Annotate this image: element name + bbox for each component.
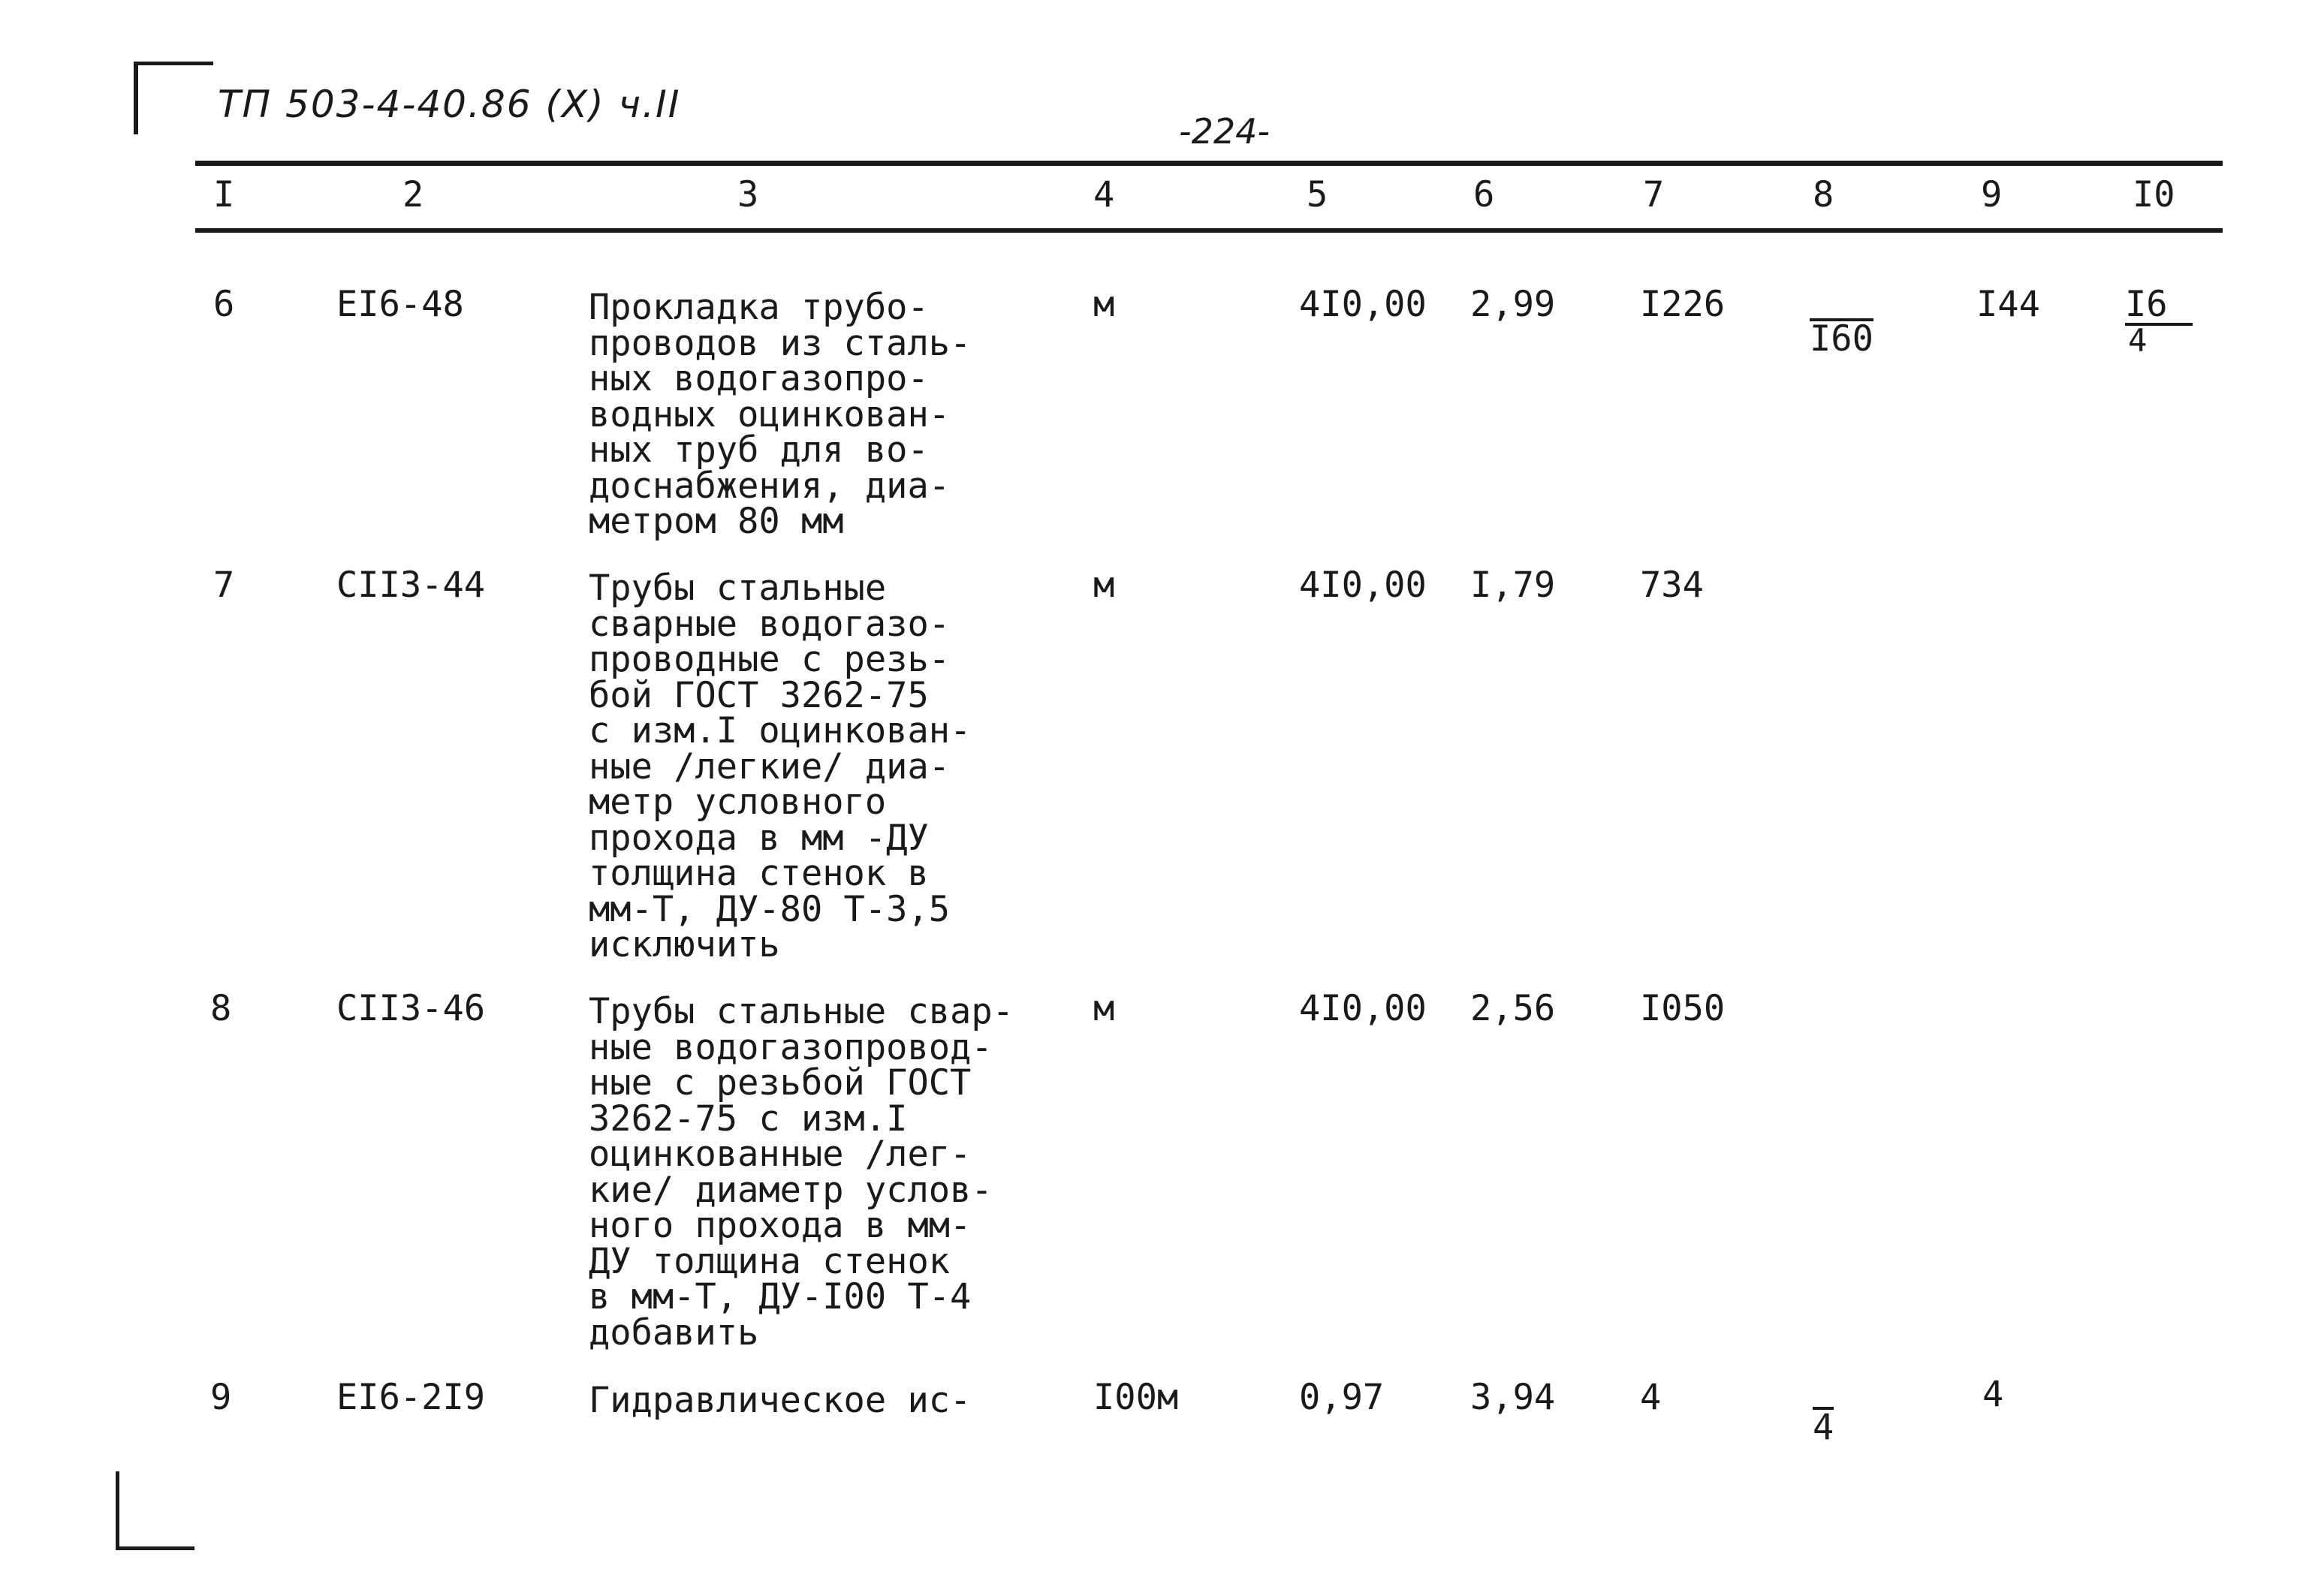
row-quantity: 4I0,00 <box>1299 284 1427 325</box>
column-header-3: 3 <box>737 174 759 215</box>
column-header-6: 6 <box>1473 174 1495 215</box>
row-number: 6 <box>213 284 235 325</box>
row-quantity: 4I0,00 <box>1299 565 1427 606</box>
row-col7: 4 <box>1640 1377 1662 1418</box>
column-header-7: 7 <box>1643 174 1665 215</box>
row-col6: I,79 <box>1470 565 1556 606</box>
row-number: 8 <box>210 988 232 1029</box>
page-number: -224- <box>1179 111 1270 152</box>
row-col8: 4 <box>1813 1407 1834 1448</box>
row-code: EI6-2I9 <box>336 1377 486 1418</box>
row-description: Трубы стальные свар- ные водогазопровод- ные с резьбой ГОСТ 3262-75 с изм.I оцинкованные /лег- кие/ диаметр услов- ного прохода в мм- ДУ толщина стенок в мм-Т, ДУ-I00 Т-4 добавить <box>589 991 1014 1354</box>
row-unit: м <box>1093 565 1115 606</box>
column-header-9: 9 <box>1981 174 2003 215</box>
row-code: CII3-44 <box>336 565 486 606</box>
document-code: ТП 503-4-40.86 (X) ч.II <box>218 83 681 126</box>
table-header-rule <box>195 228 2223 233</box>
row-unit: I00м <box>1093 1377 1179 1418</box>
column-header-10: I0 <box>2133 174 2175 215</box>
row-col7: 734 <box>1640 565 1704 606</box>
row-quantity: 0,97 <box>1299 1377 1385 1418</box>
row-col9: I44 <box>1976 284 2040 325</box>
corner-mark-top-left <box>134 62 213 134</box>
table-top-rule <box>195 161 2223 166</box>
row-unit: м <box>1093 284 1115 325</box>
column-header-4: 4 <box>1093 174 1115 215</box>
row-col7: I226 <box>1640 284 1726 325</box>
row-number: 7 <box>213 565 235 606</box>
row-col6: 3,94 <box>1470 1377 1556 1418</box>
row-description: Гидравлическое ис- <box>589 1380 972 1421</box>
row-col9: 4 <box>1982 1374 2004 1415</box>
column-header-1: I <box>213 174 235 215</box>
row-col10-numerator: I6 <box>2125 287 2193 326</box>
column-header-5: 5 <box>1307 174 1328 215</box>
row-col10-denominator: 4 <box>2128 322 2148 359</box>
row-col7: I050 <box>1640 988 1726 1029</box>
row-unit: м <box>1093 988 1115 1029</box>
row-description: Трубы стальные сварные водогазо- проводные с резь- бой ГОСТ 3262-75 с изм.I оцинкован- ные /легкие/ диа- метр условного прохода в мм -ДУ толщина стенок в мм-Т, ДУ-80 Т-3,5 исключить <box>589 568 972 965</box>
row-quantity: 4I0,00 <box>1299 988 1427 1029</box>
row-code: EI6-48 <box>336 284 464 325</box>
row-col6: 2,56 <box>1470 988 1556 1029</box>
column-header-2: 2 <box>402 174 424 215</box>
corner-mark-bottom-left <box>116 1471 194 1550</box>
column-header-8: 8 <box>1813 174 1834 215</box>
row-col6: 2,99 <box>1470 284 1556 325</box>
row-description: Прокладка трубо- проводов из сталь- ных водогазопро- водных оцинкован- ных труб для во- доснабжения, диа- метром 80 мм <box>589 287 972 542</box>
row-code: CII3-46 <box>336 988 486 1029</box>
row-col8: I60 <box>1810 318 1873 360</box>
row-number: 9 <box>210 1377 232 1418</box>
